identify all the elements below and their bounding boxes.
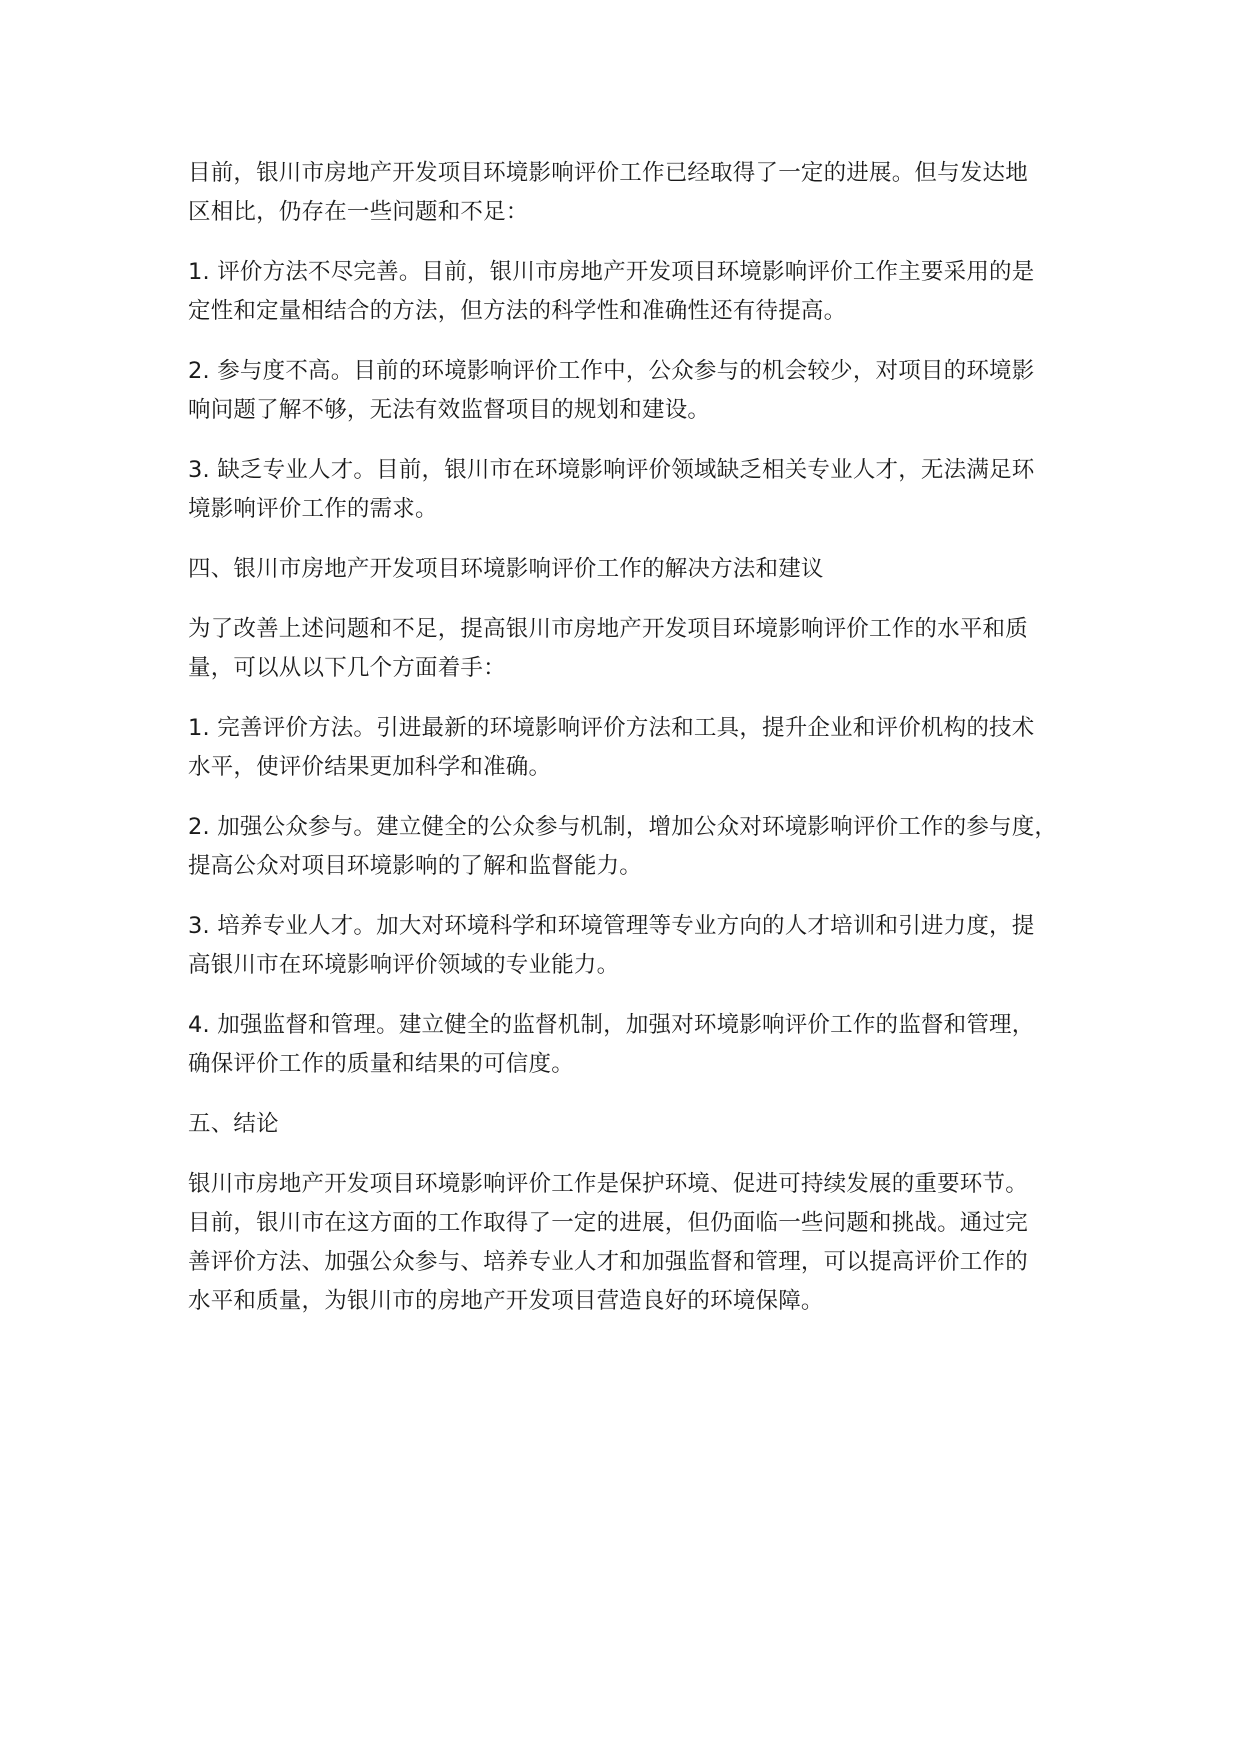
text-line: 区相比，仍存在一些问题和不足： bbox=[188, 199, 529, 225]
text-line: 2. 参与度不高。目前的环境影响评价工作中，公众参与的机会较少，对项目的环境影 bbox=[188, 358, 1035, 384]
paragraph-solution-4 bbox=[188, 1006, 1088, 1084]
text-line: 善评价方法、加强公众参与、培养专业人才和加强监督和管理，可以提高评价工作的 bbox=[188, 1249, 1028, 1275]
text-line: 水平和质量，为银川市的房地产开发项目营造良好的环境保障。 bbox=[188, 1288, 824, 1314]
text-line: 1. 评价方法不尽完善。目前，银川市房地产开发项目环境影响评价工作主要采用的是 bbox=[188, 259, 1035, 285]
text-line: 4. 加强监督和管理。建立健全的监督机制，加强对环境影响评价工作的监督和管理， bbox=[188, 1012, 1035, 1038]
text-line: 银川市房地产开发项目环境影响评价工作是保护环境、促进可持续发展的重要环节。 bbox=[188, 1171, 1028, 1197]
paragraph-problem-2 bbox=[188, 352, 1088, 430]
text-line: 3. 培养专业人才。加大对环境科学和环境管理等专业方向的人才培训和引进力度，提 bbox=[188, 913, 1035, 939]
paragraph-problem-1 bbox=[188, 253, 1088, 331]
document-body bbox=[188, 154, 1088, 1321]
text-line: 水平，使评价结果更加科学和准确。 bbox=[188, 754, 552, 780]
text-line: 2. 加强公众参与。建立健全的公众参与机制，增加公众对环境影响评价工作的参与度， bbox=[188, 814, 1058, 840]
paragraph-problem-3 bbox=[188, 451, 1088, 529]
text-line: 为了改善上述问题和不足，提高银川市房地产开发项目环境影响评价工作的水平和质 bbox=[188, 616, 1028, 642]
text-line: 响问题了解不够，无法有效监督项目的规划和建设。 bbox=[188, 397, 711, 423]
text-line: 目前，银川市房地产开发项目环境影响评价工作已经取得了一定的进展。但与发达地 bbox=[188, 160, 1028, 186]
paragraph-solution-2 bbox=[188, 808, 1088, 886]
text-line: 1. 完善评价方法。引进最新的环境影响评价方法和工具，提升企业和评价机构的技术 bbox=[188, 715, 1035, 741]
text-line: 3. 缺乏专业人才。目前，银川市在环境影响评价领域缺乏相关专业人才，无法满足环 bbox=[188, 457, 1035, 483]
text-line: 定性和定量相结合的方法，但方法的科学性和准确性还有待提高。 bbox=[188, 298, 847, 324]
paragraph-solution-1 bbox=[188, 709, 1088, 787]
text-line: 境影响评价工作的需求。 bbox=[188, 496, 438, 522]
text-line: 量，可以从以下几个方面着手： bbox=[188, 655, 506, 681]
paragraph-intro bbox=[188, 154, 1088, 232]
paragraph-solution-3 bbox=[188, 907, 1088, 985]
paragraph-conclusion bbox=[188, 1165, 1088, 1321]
text-line: 高银川市在环境影响评价领域的专业能力。 bbox=[188, 952, 620, 978]
paragraph-solutions-intro bbox=[188, 610, 1088, 688]
text-line: 目前，银川市在这方面的工作取得了一定的进展，但仍面临一些问题和挑战。通过完 bbox=[188, 1210, 1028, 1236]
text-line: 提高公众对项目环境影响的了解和监督能力。 bbox=[188, 853, 643, 879]
section-5-heading: 五、结论 bbox=[188, 1111, 279, 1137]
section-4-heading: 四、银川市房地产开发项目环境影响评价工作的解决方法和建议 bbox=[188, 556, 824, 582]
text-line: 确保评价工作的质量和结果的可信度。 bbox=[188, 1051, 574, 1077]
